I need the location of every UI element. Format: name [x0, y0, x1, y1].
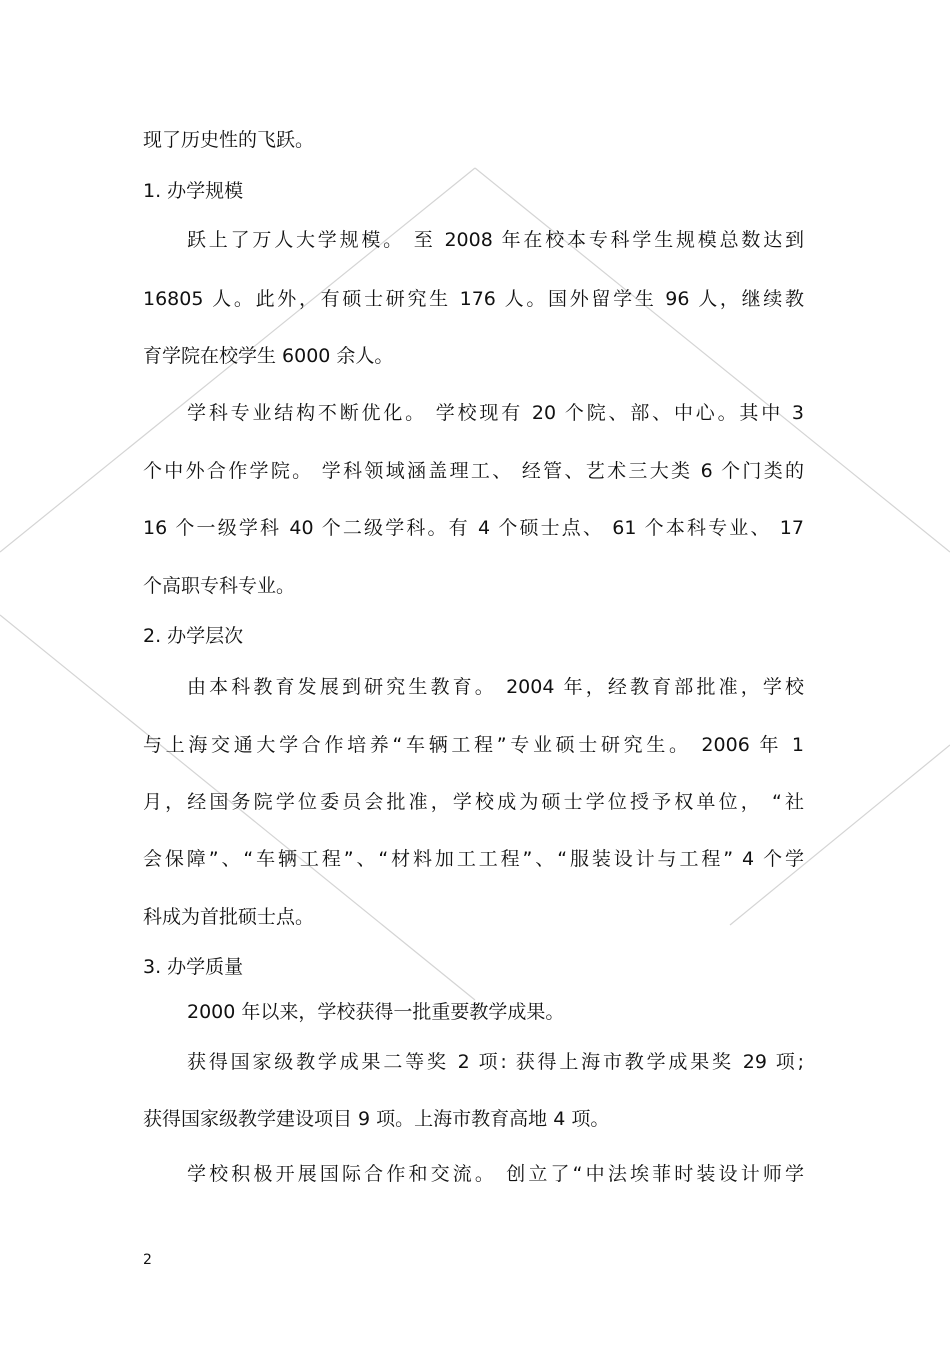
text-line: 16805 人。此外，有硕士研究生 176 人。国外留学生 96 人，继续教 — [143, 288, 804, 310]
text-line: 与上海交通大学合作培养“车辆工程”专业硕士研究生。 2006 年 1 — [143, 734, 804, 756]
text-line: 个中外合作学院。 学科领域涵盖理工、 经管、艺术三大类 6 个门类的 — [143, 460, 804, 482]
text-line: 获得国家级教学成果二等奖 2 项: 获得上海市教学成果奖 29 项; — [187, 1051, 804, 1073]
section-heading: 1. 办学规模 — [143, 180, 244, 202]
text-line: 月，经国务院学位委员会批准，学校成为硕士学位授予权单位， “社 — [143, 791, 804, 813]
text-line: 学科专业结构不断优化。 学校现有 20 个院、部、中心。其中 3 — [187, 402, 804, 424]
text-line: 会保障”、“车辆工程”、“材料加工工程”、“服装设计与工程” 4 个学 — [143, 848, 804, 870]
section-heading: 2. 办学层次 — [143, 625, 244, 647]
text-line: 学校积极开展国际合作和交流。 创立了“中法埃菲时装设计师学 — [187, 1163, 804, 1185]
section-heading: 3. 办学质量 — [143, 956, 244, 978]
text-line: 育学院在校学生 6000 余人。 — [143, 345, 394, 367]
text-line: 现了历史性的飞跃。 — [143, 129, 315, 151]
text-line: 由本科教育发展到研究生教育。 2004 年，经教育部批准，学校 — [187, 676, 804, 698]
text-line: 个高职专科专业。 — [143, 575, 296, 597]
text-line: 2000 年以来，学校获得一批重要教学成果。 — [187, 1001, 565, 1023]
text-line: 科成为首批硕士点。 — [143, 906, 315, 928]
page-number: 2 — [143, 1252, 152, 1268]
text-line: 获得国家级教学建设项目 9 项。上海市教育高地 4 项。 — [143, 1108, 610, 1130]
text-line: 16 个一级学科 40 个二级学科。有 4 个硕士点、 61 个本科专业、 17 — [143, 517, 804, 539]
text-line: 跃上了万人大学规模。 至 2008 年在校本专科学生规模总数达到 — [187, 229, 804, 251]
